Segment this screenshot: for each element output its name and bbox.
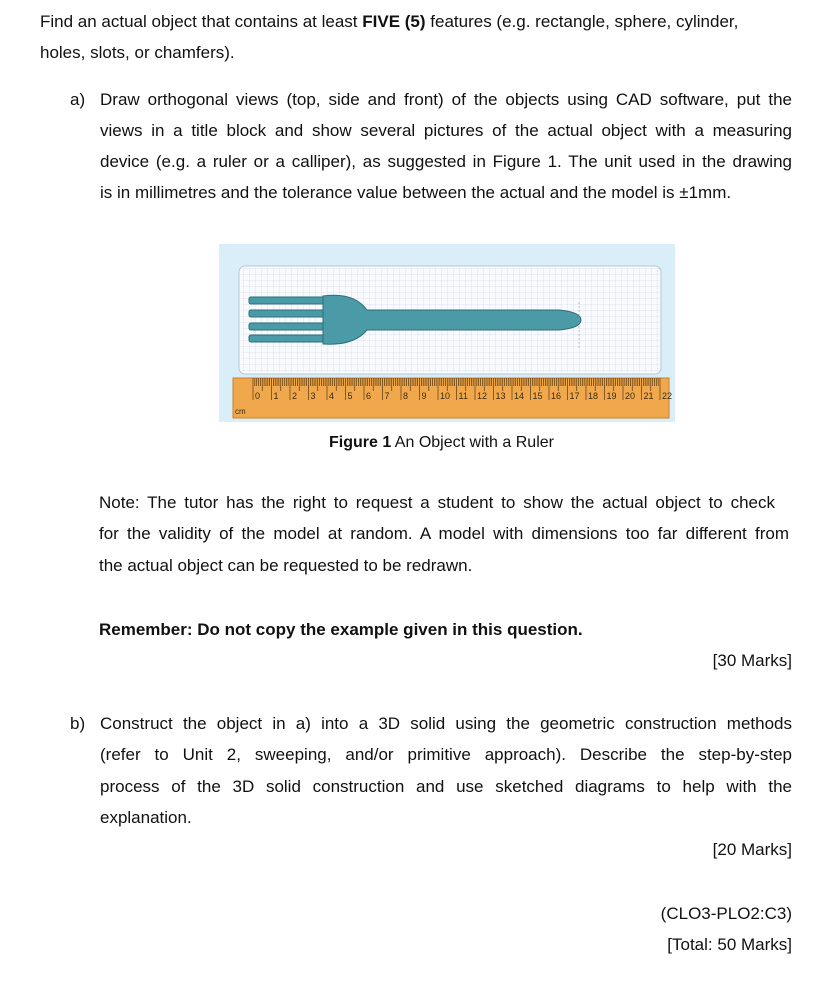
ruler-number: 22: [662, 391, 673, 401]
marks-b: [20 Marks]: [712, 840, 792, 859]
intro-text-bold: FIVE (5): [362, 12, 426, 31]
ruler-number: 14: [514, 391, 525, 401]
ruler-number: 15: [532, 391, 543, 401]
ruler-number: 19: [606, 391, 617, 401]
ruler-number: 2: [292, 391, 298, 401]
ruler-number: 4: [329, 391, 335, 401]
part-a-line-3: device (e.g. a ruler or a calliper), as suggested in Figure 1. The unit used in the drawing: [100, 152, 792, 171]
ruler-unit: cm: [235, 407, 246, 416]
part-b-line-2: (refer to Unit 2, sweeping, and/or primitive approach). Describe the step-by-step: [100, 745, 792, 764]
ruler-number: 21: [643, 391, 654, 401]
figure-caption: [329, 434, 554, 452]
part-b-label: b): [70, 714, 86, 733]
ruler-number: 18: [588, 391, 599, 401]
intro-line-1: [40, 12, 738, 32]
note-line-2: for the validity of the model at random. A model with dimensions too far different from: [99, 524, 789, 543]
remember-note: Remember: Do not copy the example given in this question.: [99, 620, 583, 639]
figure-fork-ruler: [219, 244, 675, 422]
figure-caption-label: Figure 1: [329, 434, 392, 451]
ruler-number: 10: [440, 391, 451, 401]
ruler-number: 20: [625, 391, 636, 401]
note-line-1: Note: The tutor has the right to request a student to show the actual object to check: [99, 493, 775, 512]
ruler-number: 7: [384, 391, 390, 401]
ruler-number: 11: [458, 391, 468, 401]
ruler-number: 6: [366, 391, 372, 401]
part-a-line-2: views in a title block and show several pictures of the actual object with a measuring: [100, 121, 792, 140]
note-line-3: the actual object can be requested to be redrawn.: [99, 556, 473, 575]
ruler-number: 0: [255, 391, 261, 401]
ruler-number: 16: [551, 391, 562, 401]
part-a-label: a): [70, 90, 86, 109]
intro-line-2: holes, slots, or chamfers).: [40, 43, 235, 62]
ruler-number: 8: [403, 391, 409, 401]
ruler-number: 5: [347, 391, 353, 401]
ruler-number: 9: [421, 391, 427, 401]
part-a-line-1: Draw orthogonal views (top, side and front) of the objects using CAD software, put the: [100, 90, 792, 109]
ruler-number: 12: [477, 391, 488, 401]
marks-a: [30 Marks]: [712, 651, 792, 670]
ruler-number: 1: [273, 391, 279, 401]
intro-text-pre: Find an actual object that contains at least: [40, 12, 363, 31]
intro-text-post: features (e.g. rectangle, sphere, cylinder,: [425, 12, 739, 31]
ruler-number: 13: [495, 391, 506, 401]
part-b-line-4: explanation.: [100, 808, 192, 827]
total-marks: [Total: 50 Marks]: [667, 935, 792, 954]
figure-caption-text: An Object with a Ruler: [391, 434, 554, 451]
ruler-number: 3: [310, 391, 316, 401]
part-a-line-4: is in millimetres and the tolerance value between the actual and the model is ±1mm.: [100, 183, 732, 202]
clo-code: (CLO3-PLO2:C3): [660, 904, 792, 923]
ruler-number: 17: [569, 391, 580, 401]
part-b-line-3: process of the 3D solid construction and use sketched diagrams to help with the: [100, 777, 792, 796]
part-b-line-1: Construct the object in a) into a 3D solid using the geometric construction methods: [100, 714, 792, 733]
